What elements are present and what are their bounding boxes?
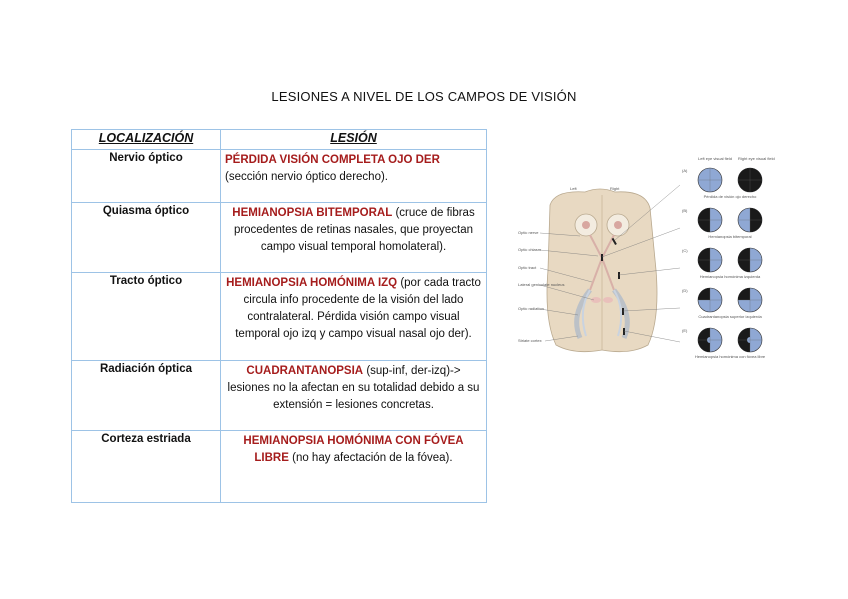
blind-quadrant: [738, 248, 750, 260]
table-header-row: [72, 130, 487, 150]
lesion-text: (sup-inf, der-izq)-> lesiones no la afectan en su totalidad debido a su extensión = lesiones concretas.: [227, 365, 480, 411]
table-row: [72, 361, 487, 431]
page-title: LESIONES A NIVEL DE LOS CAMPOS DE VISIÓN: [271, 89, 577, 104]
table-row: [72, 431, 487, 503]
panel-caption: Cuadrantanopsia superior izquierda: [698, 314, 762, 319]
table-row: [72, 273, 487, 361]
lesion-cell: [221, 273, 487, 361]
location-cell: Radiación óptica: [72, 361, 221, 431]
lesion-highlight: CUADRANTANOPSIA: [246, 365, 364, 377]
lesion-highlight: HEMIANOPSIA HOMÓNIMA IZQ: [226, 277, 398, 289]
label-optic-nerve: Optic nerve: [518, 230, 539, 235]
label-optic-chiasm: Optic chiasm: [518, 247, 542, 252]
label-optic-radiation: Optic radiation: [518, 306, 544, 311]
blind-quadrant: [750, 168, 762, 180]
header-lesion: LESIÓN: [221, 130, 487, 150]
lesion-cell: [221, 431, 487, 503]
label-right-eye: Right eye visual field: [738, 156, 775, 161]
location-cell: Nervio óptico: [72, 150, 221, 203]
panel-letter: (D): [682, 288, 688, 293]
visual-pathway-figure: [510, 150, 782, 382]
label-right: Right: [610, 186, 620, 191]
panel-caption: Hemianopsia bitemporal: [708, 234, 752, 239]
blind-quadrant: [750, 180, 762, 192]
panel-caption: Pérdida de visión ojo derecho: [703, 194, 757, 199]
blind-quadrant: [698, 208, 710, 220]
blind-quadrant: [698, 220, 710, 232]
panel-letter: (A): [682, 168, 688, 173]
lesion-text: (cruce de fibras procedentes de retinas nasales, que proyectan campo visual temporal homolateral).: [233, 207, 475, 253]
lesion-text: (no hay afectación de la fóvea).: [292, 452, 453, 464]
brain-diagram: [518, 185, 680, 352]
header-localizacion: LOCALIZACIÓN: [72, 130, 221, 150]
blind-quadrant: [738, 180, 750, 192]
lesion-highlight: PÉRDIDA VISIÓN COMPLETA OJO DER: [225, 154, 440, 166]
lesion-cell: [221, 203, 487, 273]
label-left-eye: Left eye visual field: [698, 156, 733, 161]
lesion-highlight: HEMIANOPSIA BITEMPORAL: [232, 207, 393, 219]
label-striate-cortex: Striate cortex: [518, 338, 542, 343]
blind-quadrant: [698, 260, 710, 272]
blind-quadrant: [738, 260, 750, 272]
location-cell: Tracto óptico: [72, 273, 221, 361]
visual-fields: [682, 156, 775, 359]
blind-quadrant: [750, 220, 762, 232]
table-row: [72, 203, 487, 273]
label-optic-tract: Optic tract: [518, 265, 537, 270]
label-left: Left: [570, 186, 577, 191]
panel-caption: Hemianopsia homónima con fóvea libre: [694, 354, 766, 359]
lesion-text: (por cada tracto circula info procedente de la visión del lado contralateral. Pérdida visión campo visual temporal ojo izq y campo visual nasal ojo der).: [235, 277, 481, 340]
panel-letter: (C): [682, 248, 688, 253]
panel-letter: (B): [682, 208, 688, 213]
lesion-cell: [221, 150, 487, 203]
label-lgn: Lateral geniculate nucleus: [518, 282, 565, 287]
blind-quadrant: [750, 208, 762, 220]
lesion-text: (sección nervio óptico derecho).: [225, 171, 388, 183]
panel-caption: Hemianopsia homónima izquierda: [699, 274, 761, 279]
lesion-highlight: HEMIANOPSIA HOMÓNIMA CON FÓVEA LIBRE: [243, 435, 464, 464]
blind-quadrant: [698, 288, 710, 300]
lesions-table: [71, 129, 487, 503]
blind-quadrant: [738, 288, 750, 300]
table-row: [72, 150, 487, 203]
lesion-cell: [221, 361, 487, 431]
panel-letter: (E): [682, 328, 688, 333]
location-cell: Quiasma óptico: [72, 203, 221, 273]
location-cell: Corteza estriada: [72, 431, 221, 503]
blind-quadrant: [738, 168, 750, 180]
blind-quadrant: [698, 248, 710, 260]
